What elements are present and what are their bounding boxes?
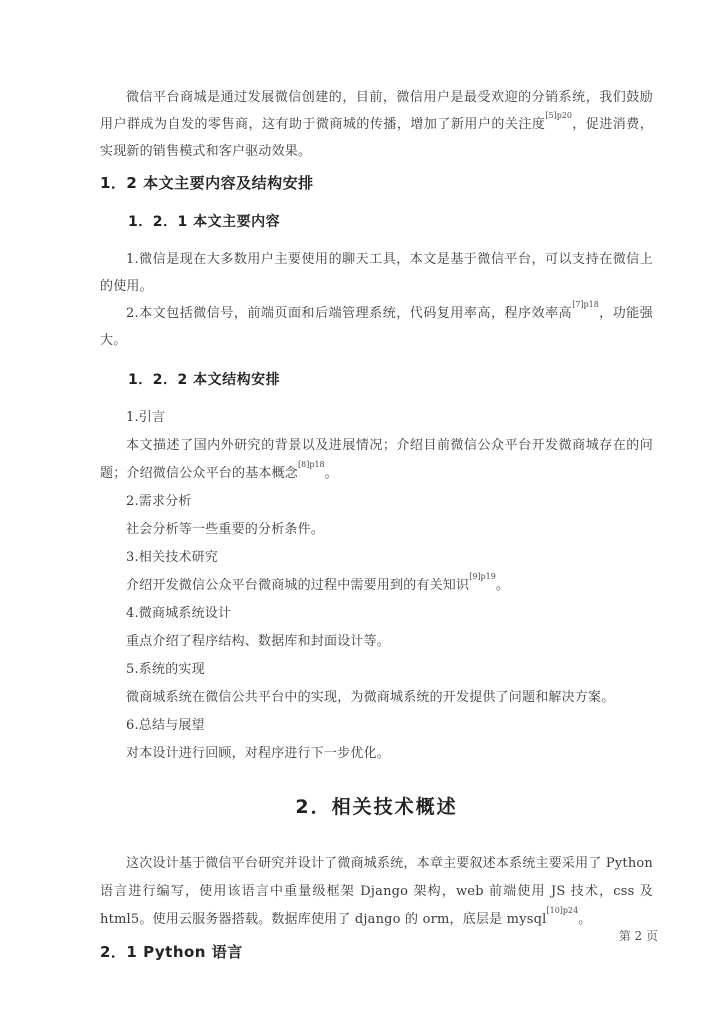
- paragraph-chapter-2-intro: [100, 850, 653, 934]
- structure-outline: [100, 404, 653, 768]
- chapter-2-paragraph-text-after: 。: [578, 912, 592, 927]
- heading-section-1-2-2: 1．2．2 本文结构安排: [128, 372, 281, 388]
- outline-item-body: [100, 432, 653, 488]
- citation-marker: [8]p18: [298, 459, 325, 469]
- outline-item-title: 2.需求分析: [126, 494, 192, 509]
- paragraph-intro-text: 微信平台商城是通过发展微信创建的，目前，微信用户是最受欢迎的分销系统，我们鼓励用户群成为自发的零售商，这有助于微商城的传播，增加了新用户的关注度: [100, 90, 653, 132]
- outline-item-body: 微商城系统在微信公共平台中的实现，为微商城系统的开发提供了问题和解决方案。: [126, 690, 615, 705]
- citation-marker: [5]p20: [545, 110, 573, 120]
- outline-item-title: 4.微商城系统设计: [126, 606, 232, 621]
- list-item-2-text: 2.本文包括微信号，前端页面和后端管理系统，代码复用率高，程序效率高: [126, 306, 573, 321]
- heading-section-2-1: 2．1 Python 语言: [100, 943, 243, 961]
- outline-item-body-text-after: 。: [495, 578, 510, 593]
- outline-item-body: 重点介绍了程序结构、数据库和封面设计等。: [126, 634, 391, 649]
- citation-marker: [9]p19: [469, 571, 496, 581]
- outline-item-body-text-after: 。: [324, 466, 338, 481]
- paragraph-intro: [100, 84, 653, 165]
- citation-marker: [10]p24: [546, 905, 579, 915]
- outline-item-title: 6.总结与展望: [126, 718, 205, 733]
- outline-item-body: [100, 572, 653, 600]
- list-item-main-content-2: [100, 300, 653, 354]
- outline-item-body-text: 本文描述了国内外研究的背景以及进展情况；介绍目前微信公众平台开发微商城存在的问题；介绍微信公众平台的基本概念: [100, 438, 653, 481]
- page-number: 第 2 页: [618, 929, 658, 943]
- heading-section-1-2-1: 1．2．1 本文主要内容: [128, 214, 281, 230]
- list-item-2-text-after: ，功能强大。: [100, 306, 653, 348]
- page-body: [100, 84, 653, 962]
- chapter-2-paragraph-text: 这次设计基于微信平台研究并设计了微商城系统，本章主要叙述本系统主要采用了 Python 语言进行编写，使用该语言中重量级框架 Django 架构，web 前端使用 JS 技术，css 及 html5。使用云服务器搭载。数据库使用了 django 的 orm，底层是 mysql: [100, 856, 653, 927]
- outline-item-title: 3.相关技术研究: [126, 550, 219, 565]
- outline-item-body: 对本设计进行回顾，对程序进行下一步优化。: [126, 746, 391, 761]
- heading-chapter-2: 2．相关技术概述: [295, 796, 458, 818]
- paragraph-intro-text-after: ，促进消费，实现新的销售模式和客户驱动效果。: [100, 117, 653, 159]
- outline-item-title: 5.系统的实现: [126, 662, 205, 677]
- heading-section-1-2: 1．2 本文主要内容及结构安排: [100, 174, 314, 192]
- outline-item-body: 社会分析等一些重要的分析条件。: [126, 522, 325, 537]
- citation-marker: [7]p18: [572, 299, 599, 309]
- list-item-main-content-1: 1.微信是现在大多数用户主要使用的聊天工具，本文是基于微信平台，可以支持在微信上的使用。: [100, 252, 653, 294]
- outline-item-title: 1.引言: [126, 410, 166, 425]
- outline-item-body-text: 介绍开发微信公众平台微商城的过程中需要用到的有关知识: [126, 578, 470, 593]
